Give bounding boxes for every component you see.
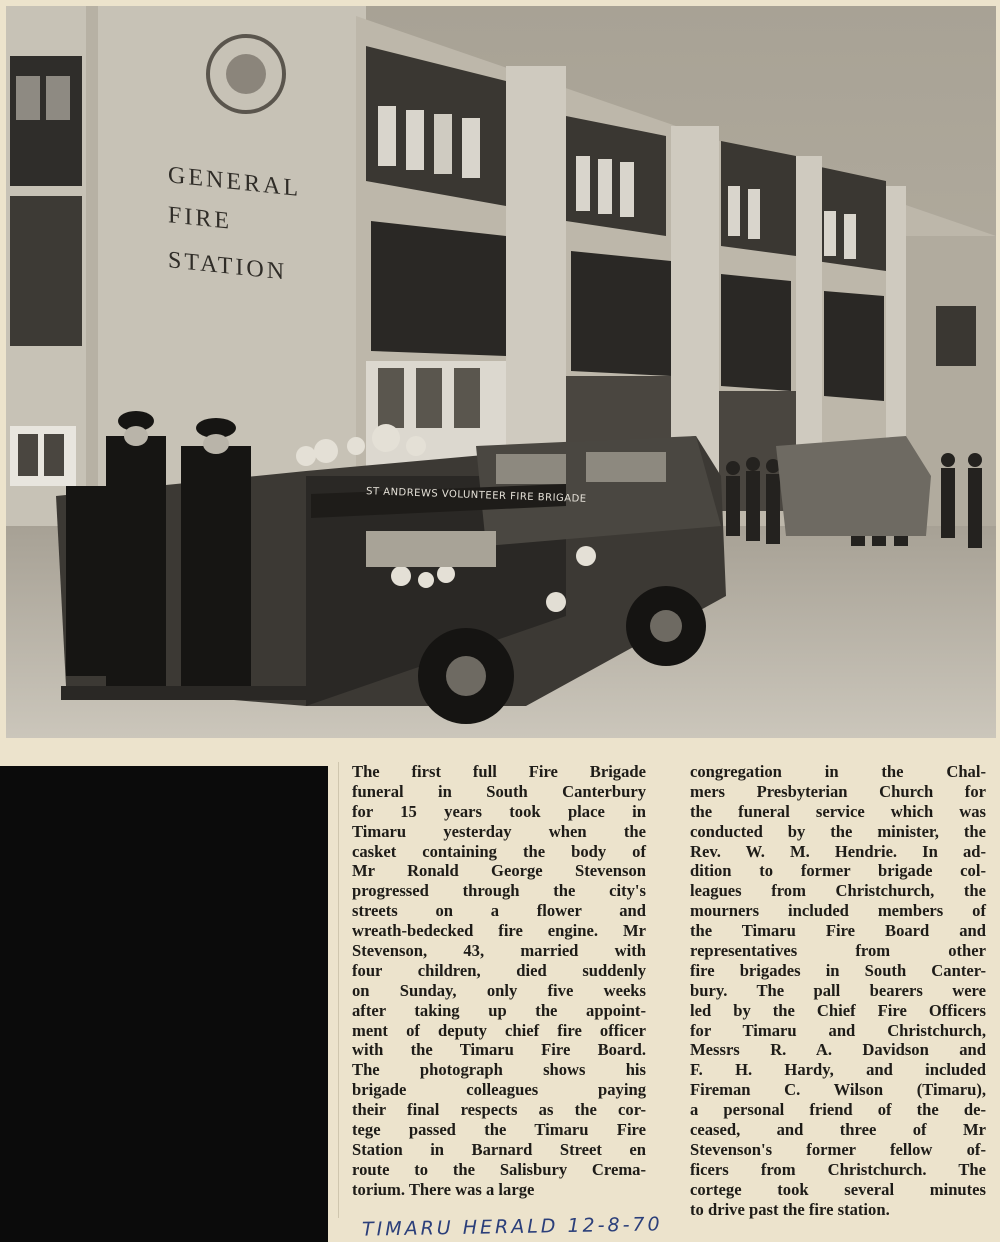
article-column-right bbox=[690, 762, 986, 1219]
article-line: ceased, and three of Mr bbox=[690, 1120, 986, 1140]
article-line: fire brigades in South Canter- bbox=[690, 960, 986, 980]
article-line: for 15 years took place in bbox=[352, 801, 646, 821]
column-gap bbox=[338, 762, 339, 1218]
article-line: F. H. Hardy, and included bbox=[690, 1060, 986, 1080]
article-line: leagues from Christchurch, the bbox=[690, 881, 986, 901]
article-line: ficers from Christchurch. The bbox=[690, 1159, 986, 1179]
article-line: casket containing the body of bbox=[352, 841, 646, 861]
article-line: funeral in South Canterbury bbox=[352, 781, 646, 801]
article-line: with the Timaru Fire Board. bbox=[352, 1040, 646, 1060]
article-line: four children, died suddenly bbox=[352, 960, 646, 980]
article-line: bury. The pall bearers were bbox=[690, 980, 986, 1000]
article-line: Messrs R. A. Davidson and bbox=[690, 1040, 986, 1060]
article-line: torium. There was a large bbox=[352, 1179, 535, 1199]
article-line: Station in Barnard Street en bbox=[352, 1139, 646, 1159]
fire-station-photo bbox=[6, 6, 996, 738]
article-line: Stevenson's former fellow of- bbox=[690, 1139, 986, 1159]
article-line: Stevenson, 43, married with bbox=[352, 941, 646, 961]
article-line: wreath-bedecked fire engine. Mr bbox=[352, 921, 646, 941]
article-line: congregation in the Chal- bbox=[690, 762, 986, 781]
article-line: on Sunday, only five weeks bbox=[352, 980, 646, 1000]
article-line: for Timaru and Christchurch, bbox=[690, 1020, 986, 1040]
article-line: the Timaru Fire Board and bbox=[690, 921, 986, 941]
article-line: to drive past the fire station. bbox=[690, 1199, 890, 1219]
article-line: Timaru yesterday when the bbox=[352, 821, 646, 841]
black-background-block bbox=[0, 766, 328, 1242]
article-line: progressed through the city's bbox=[352, 881, 646, 901]
station-sign-line-1: GENERAL bbox=[168, 162, 301, 203]
station-sign-line-2: FIRE bbox=[168, 202, 233, 235]
article-line: dition to former brigade col- bbox=[690, 861, 986, 881]
news-photograph bbox=[6, 6, 996, 738]
article-line: conducted by the minister, the bbox=[690, 821, 986, 841]
article-line: Mr Ronald George Stevenson bbox=[352, 861, 646, 881]
article-line: led by the Chief Fire Officers bbox=[690, 1000, 986, 1020]
article-line: ment of deputy chief fire officer bbox=[352, 1020, 646, 1040]
article-line: after taking up the appoint- bbox=[352, 1000, 646, 1020]
article-line: the funeral service which was bbox=[690, 801, 986, 821]
article-line: brigade colleagues paying bbox=[352, 1080, 646, 1100]
article-line: cortege took several minutes bbox=[690, 1179, 986, 1199]
article-line: mourners included members of bbox=[690, 901, 986, 921]
article-line: a personal friend of the de- bbox=[690, 1100, 986, 1120]
article-line: The photograph shows his bbox=[352, 1060, 646, 1080]
article-line: Fireman C. Wilson (Timaru), bbox=[690, 1080, 986, 1100]
handwritten-source-note: TIMARU HERALD 12-8-70 bbox=[361, 1213, 663, 1241]
article-line: streets on a flower and bbox=[352, 901, 646, 921]
article-line: route to the Salisbury Crema- bbox=[352, 1159, 646, 1179]
station-sign-line-3: STATION bbox=[168, 247, 288, 286]
article-column-left bbox=[352, 762, 646, 1200]
article-line: The first full Fire Brigade bbox=[352, 762, 646, 781]
article-line: mers Presbyterian Church for bbox=[690, 781, 986, 801]
article-line: their final respects as the cor- bbox=[352, 1100, 646, 1120]
article-line: Rev. W. M. Hendrie. In ad- bbox=[690, 841, 986, 861]
article-line: representatives from other bbox=[690, 941, 986, 961]
truck-banner-text: ST ANDREWS VOLUNTEER FIRE BRIGADE bbox=[365, 486, 587, 505]
article-line: tege passed the Timaru Fire bbox=[352, 1120, 646, 1140]
